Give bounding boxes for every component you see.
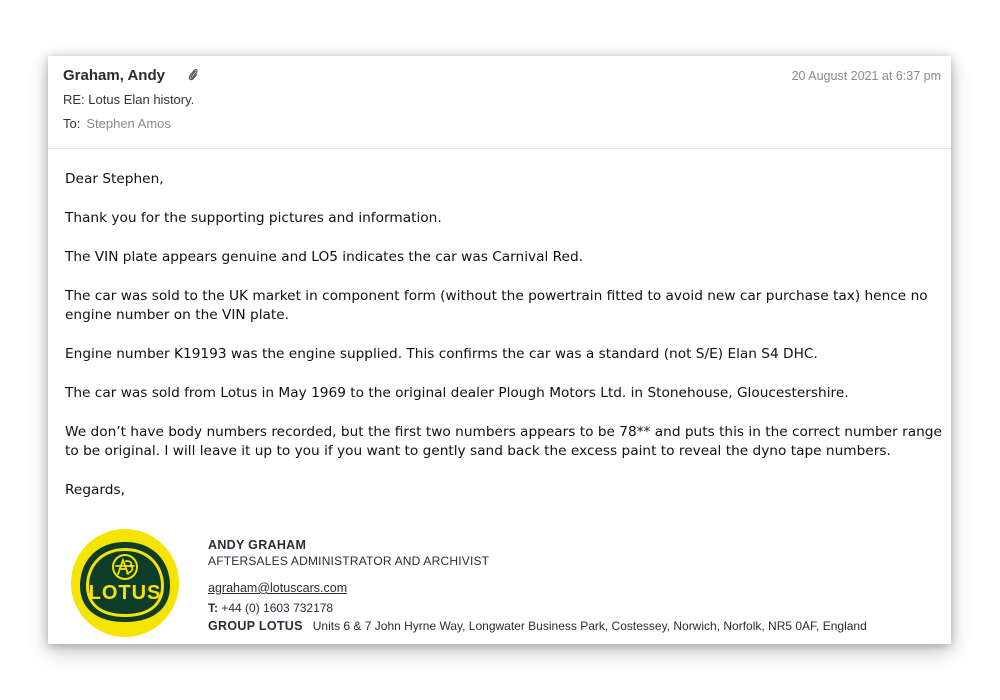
body-paragraph: We don’t have body numbers recorded, but the first two numbers appears to be 78** and puts this in the correct number range to be original. I will leave it up to you if you want to gently sand back the excess paint to reveal the dyno tape numbers. bbox=[65, 424, 942, 459]
email-body bbox=[65, 170, 945, 520]
body-paragraph: The VIN plate appears genuine and LO5 indicates the car was Carnival Red. bbox=[65, 249, 584, 265]
signature-title: AFTERSALES ADMINISTRATOR AND ARCHIVIST bbox=[208, 554, 490, 568]
closing: Regards, bbox=[65, 482, 125, 498]
phone-number[interactable]: +44 (0) 1603 732178 bbox=[221, 601, 334, 615]
phone-label: T: bbox=[208, 601, 218, 615]
email-subject: RE: Lotus Elan history. bbox=[63, 92, 195, 107]
header-divider bbox=[48, 148, 951, 149]
sent-date: 20 August 2021 at 6:37 pm bbox=[791, 69, 941, 83]
recipient-row bbox=[63, 116, 171, 131]
logo-wordmark: LOTUS bbox=[88, 582, 162, 604]
signature-phone bbox=[208, 601, 867, 615]
email-header bbox=[48, 56, 951, 148]
company-name: GROUP LOTUS bbox=[208, 619, 303, 633]
to-label: To: bbox=[63, 116, 81, 131]
signature-email-link[interactable]: agraham@lotuscars.com bbox=[208, 581, 348, 595]
signature-name: ANDY GRAHAM bbox=[208, 538, 307, 552]
company-address: Units 6 & 7 John Hyrne Way, Longwater Business Park, Costessey, Norwich, Norfolk, NR5 0AF, England bbox=[312, 619, 867, 633]
body-paragraph: The car was sold to the UK market in component form (without the powertrain fitted to avoid new car purchase tax) hence no engine number on the VIN plate. bbox=[65, 288, 928, 323]
paperclip-icon[interactable] bbox=[187, 68, 199, 82]
body-paragraph: Thank you for the supporting pictures and information. bbox=[65, 210, 442, 226]
email-message bbox=[48, 56, 951, 644]
sender-name[interactable]: Graham, Andy bbox=[63, 67, 165, 84]
body-paragraph: Engine number K19193 was the engine supplied. This confirms the car was a standard (not S/E) Elan S4 DHC. bbox=[65, 346, 818, 362]
greeting: Dear Stephen, bbox=[65, 171, 164, 187]
recipient-name[interactable]: Stephen Amos bbox=[86, 116, 171, 131]
lotus-logo bbox=[70, 528, 180, 638]
signature-address bbox=[208, 619, 867, 633]
signature-block bbox=[208, 538, 867, 633]
body-paragraph: The car was sold from Lotus in May 1969 to the original dealer Plough Motors Ltd. in Stonehouse, Gloucestershire. bbox=[65, 385, 849, 401]
